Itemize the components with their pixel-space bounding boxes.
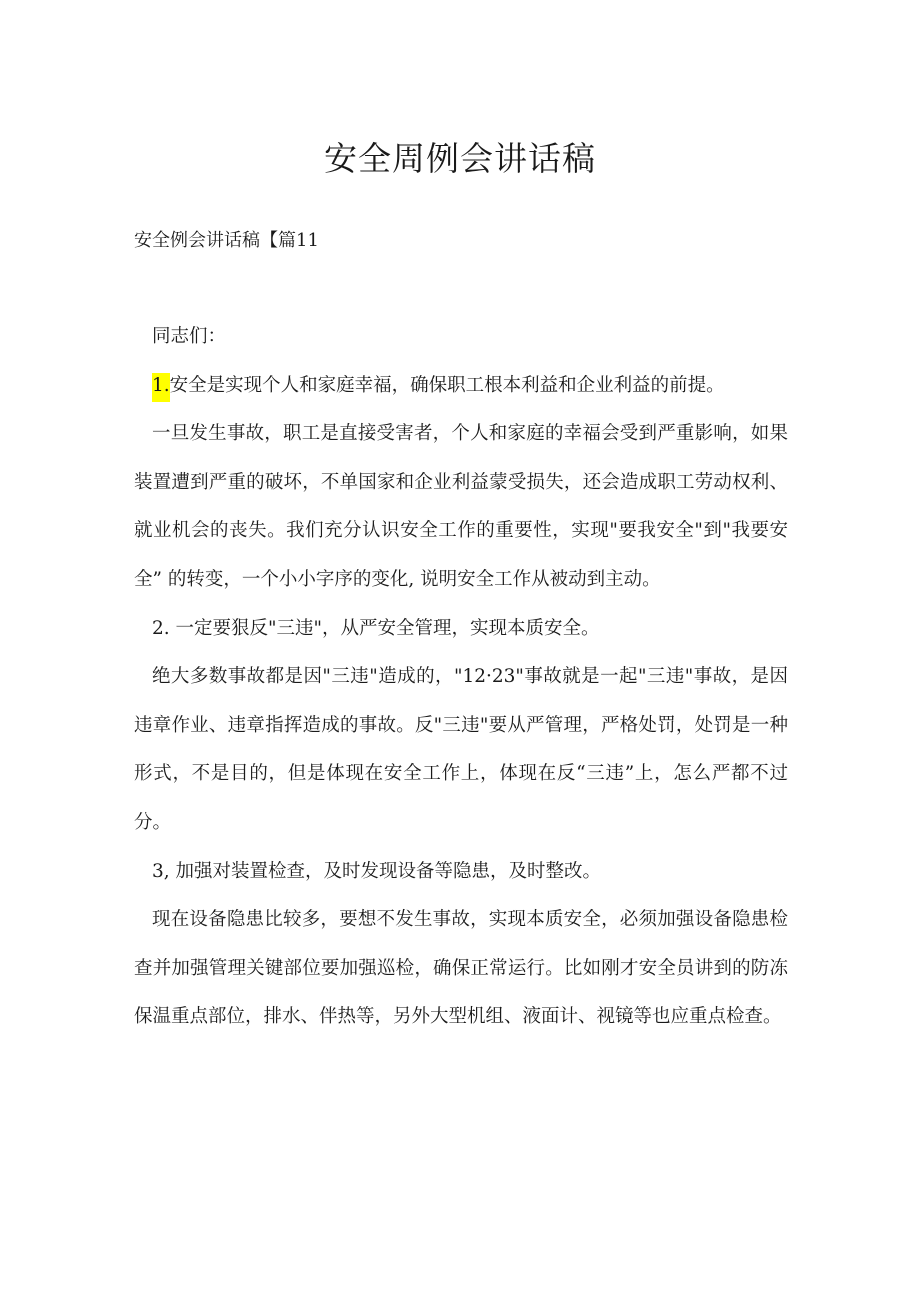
salutation-paragraph bbox=[134, 313, 788, 362]
point-1-heading bbox=[134, 362, 788, 411]
point-1-body bbox=[134, 410, 788, 604]
paragraph-text: 绝大多数事故都是因"三违"造成的，"12·23"事故就是一起"三违"事故，是因违章作业、违章指挥造成的事故。反"三违"要从严管理，严格处罚，处罚是一种形式，不是目的，但是体现在安全工作上，体现在反“三违”上，怎么严都不过分。 bbox=[134, 666, 788, 833]
point-3-heading bbox=[134, 848, 788, 897]
paragraph-text: 一旦发生事故，职工是直接受害者，个人和家庭的幸福会受到严重影响，如果装置遭到严重的破坏，不单国家和企业利益蒙受损失，还会造成职工劳动权利、就业机会的丧失。我们充分认识安全工作的重要性，实现"要我安全"到"我要安全” 的转变，一个小小字序的变化, 说明安全工作从被动到主动。 bbox=[134, 423, 788, 590]
point-2-heading bbox=[134, 605, 788, 654]
paragraph-text: 3, 加强对装置检查，及时发现设备等隐患，及时整改。 bbox=[152, 860, 602, 882]
document-body bbox=[134, 313, 788, 1042]
paragraph-text: 2. 一定要狠反"三违"，从严安全管理，实现本质安全。 bbox=[152, 617, 600, 639]
paragraph-text: 现在设备隐患比较多，要想不发生事故，实现本质安全，必须加强设备隐患检查并加强管理关键部位要加强巡检，确保正常运行。比如刚才安全员讲到的防冻保温重点部位，排水、伴热等，另外大型机组、液面计、视镜等也应重点检查。 bbox=[134, 909, 788, 1028]
paragraph-text: 同志们： bbox=[152, 326, 227, 347]
point-2-body bbox=[134, 653, 788, 847]
document-title: 安全周例会讲话稿 bbox=[324, 139, 596, 178]
document-subtitle: 安全例会讲话稿【篇11 bbox=[134, 230, 319, 251]
paragraph-text: 安全是实现个人和家庭幸福，确保职工根本利益和企业利益的前提。 bbox=[169, 374, 725, 396]
point-3-body bbox=[134, 896, 788, 1042]
highlighted-list-marker: 1. bbox=[152, 373, 170, 402]
